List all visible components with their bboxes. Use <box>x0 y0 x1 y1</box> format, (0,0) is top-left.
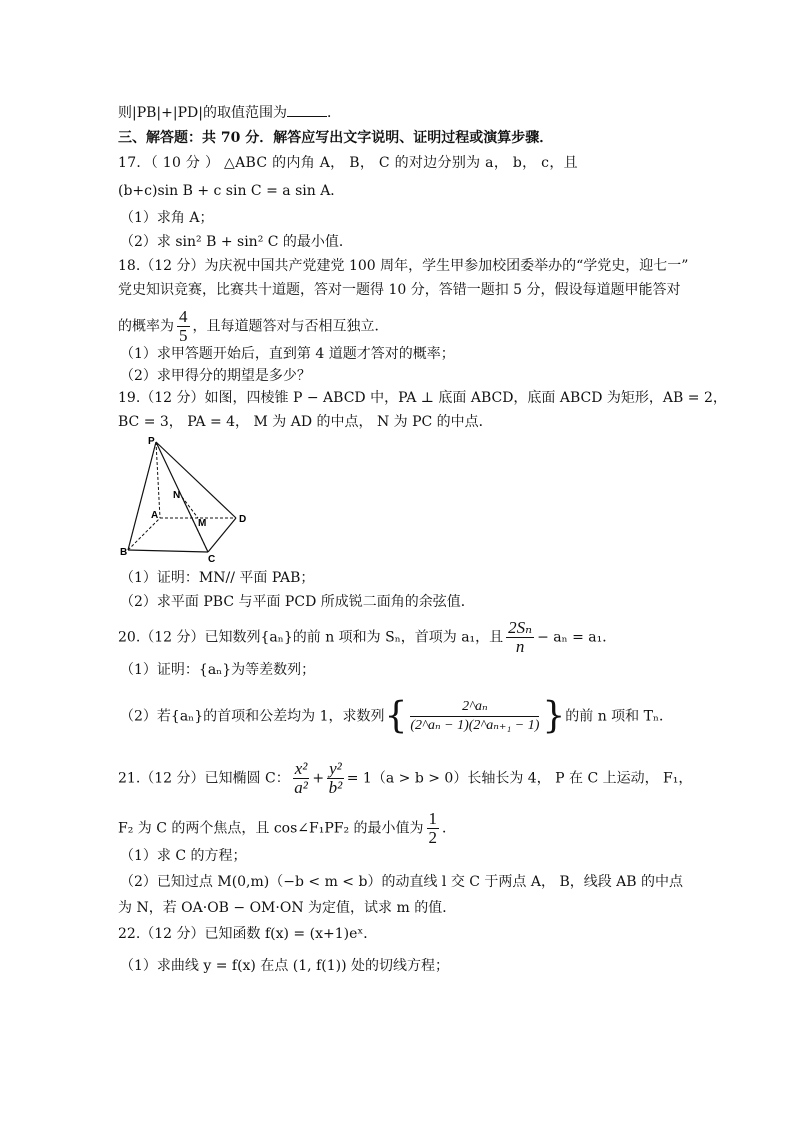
half-fraction: $\frac{1}{2}$ <box>428 809 438 847</box>
q16-tail: 则|PB|+|PD|的取值范围为 ． <box>118 102 341 123</box>
label-D: D <box>239 514 247 525</box>
q17-part2: （2）求 sin² B + sin² C 的最小值． <box>120 234 353 250</box>
q21-part2-line2: 为 N，若 OA·OB − OM·ON 为定值，试求 m 的值． <box>118 900 457 916</box>
q21-part1: （1）求 C 的方程； <box>120 848 247 864</box>
label-P: P <box>148 436 155 447</box>
q20-fraction: $\frac{\text{2Sₙ}}{n}$ <box>508 618 533 656</box>
probability-fraction: $\frac{4}{5}$ <box>179 307 188 345</box>
answer-blank <box>287 102 327 117</box>
q17-stem: 17．（ 10 分 ） △ABC 的内角 A， B， C 的对边分别为 a， b， c，且 <box>118 155 578 171</box>
q18-line2: 党史知识竞赛，比赛共十道题，答对一题得 10 分，答错一题扣 5 分，假设每道题甲能答对 <box>118 282 681 298</box>
label-C: C <box>208 554 216 564</box>
q19-part2: （2）求平面 PBC 与平面 PCD 所成锐二面角的余弦值． <box>120 594 475 610</box>
q19-line1: 19.（12 分）如图，四棱锥 P − ABCD 中，PA ⊥ 底面 ABCD，底面 ABCD 为矩形，AB = 2， <box>118 390 727 406</box>
q18-line1: 18.（12 分）为庆祝中国共产党建党 100 周年，学生甲参加校团委举办的“学党史，迎七一” <box>118 258 689 274</box>
q19-part1: （1）证明：MN// 平面 PAB； <box>120 570 315 586</box>
q21-line2: F₂ 为 C 的两个焦点，且 cos∠F₁PF₂ 的最小值为 $\frac{1}{2}$ ． <box>118 809 457 847</box>
q20-part1: （1）证明：{aₙ}为等差数列； <box>120 662 316 678</box>
y-squared-fraction: $\frac{\text{y²}}{\text{b²}}$ <box>328 759 343 797</box>
section-header: 三、解答题：共 70 分．解答应写出文字说明、证明过程或演算步骤． <box>118 130 554 146</box>
q17-part1: （1）求角 A； <box>120 210 214 226</box>
q20-sequence-fraction: $\frac{\text{2\textasciicircum{}aₙ}}{\text{(2\textasciicircum{}aₙ − 1)(2\textasciicircum{}aₙ₊₁ − 1)}}$ <box>410 699 540 733</box>
q21-line1: 21.（12 分）已知椭圆 C： $\frac{\text{x²}}{\text{a²}}$ + $\frac{\text{y²}}{\text{b²}}$ = 1（a > b > 0）长轴长为 4， P 在 C 上运动， F₁， <box>118 759 693 797</box>
q17-equation: (b+c)sin B + c sin C = a sin A． <box>118 183 345 199</box>
label-N: N <box>173 490 181 501</box>
label-B: B <box>120 547 128 558</box>
q21-part2-line1: （2）已知过点 M(0,m)（−b < m < b）的动直线 l 交 C 于两点 A， B，线段 AB 的中点 <box>120 874 684 890</box>
q19-line2: BC = 3， PA = 4， M 为 AD 的中点， N 为 PC 的中点． <box>118 414 493 430</box>
q18-part2: （2）求甲得分的期望是多少？ <box>120 368 311 384</box>
q20-line1: 20.（12 分）已知数列{aₙ}的前 n 项和为 Sₙ，首项为 a₁，且 $\frac{\text{2Sₙ}}{n}$ − aₙ = a₁． <box>118 618 617 656</box>
q22-line1: 22.（12 分）已知函数 f(x) = (x+1)eˣ． <box>118 926 378 942</box>
label-M: M <box>198 518 207 529</box>
x-squared-fraction: $\frac{\text{x²}}{\text{a²}}$ <box>294 759 308 797</box>
label-A: A <box>151 510 159 521</box>
q18-part1: （1）求甲答题开始后，直到第 4 道题才答对的概率； <box>120 346 455 362</box>
pyramid-figure <box>118 432 258 564</box>
q20-part2: （2）若{aₙ}的首项和公差均为 1，求数列{ $\frac{\text{2\textasciicircum{}aₙ}}{\text{(2\textasciicircum{}aₙ − 1)(2\textasciicircum{}aₙ₊₁ − 1)}}$ }的前 n 项和 Tₙ． <box>120 695 674 737</box>
q22-part1: （1）求曲线 y = f(x) 在点 (1, f(1)) 处的切线方程； <box>120 958 449 974</box>
q18-line3: 的概率为 $\frac{4}{5}$ ，且每道题答对与否相互独立． <box>118 307 389 345</box>
